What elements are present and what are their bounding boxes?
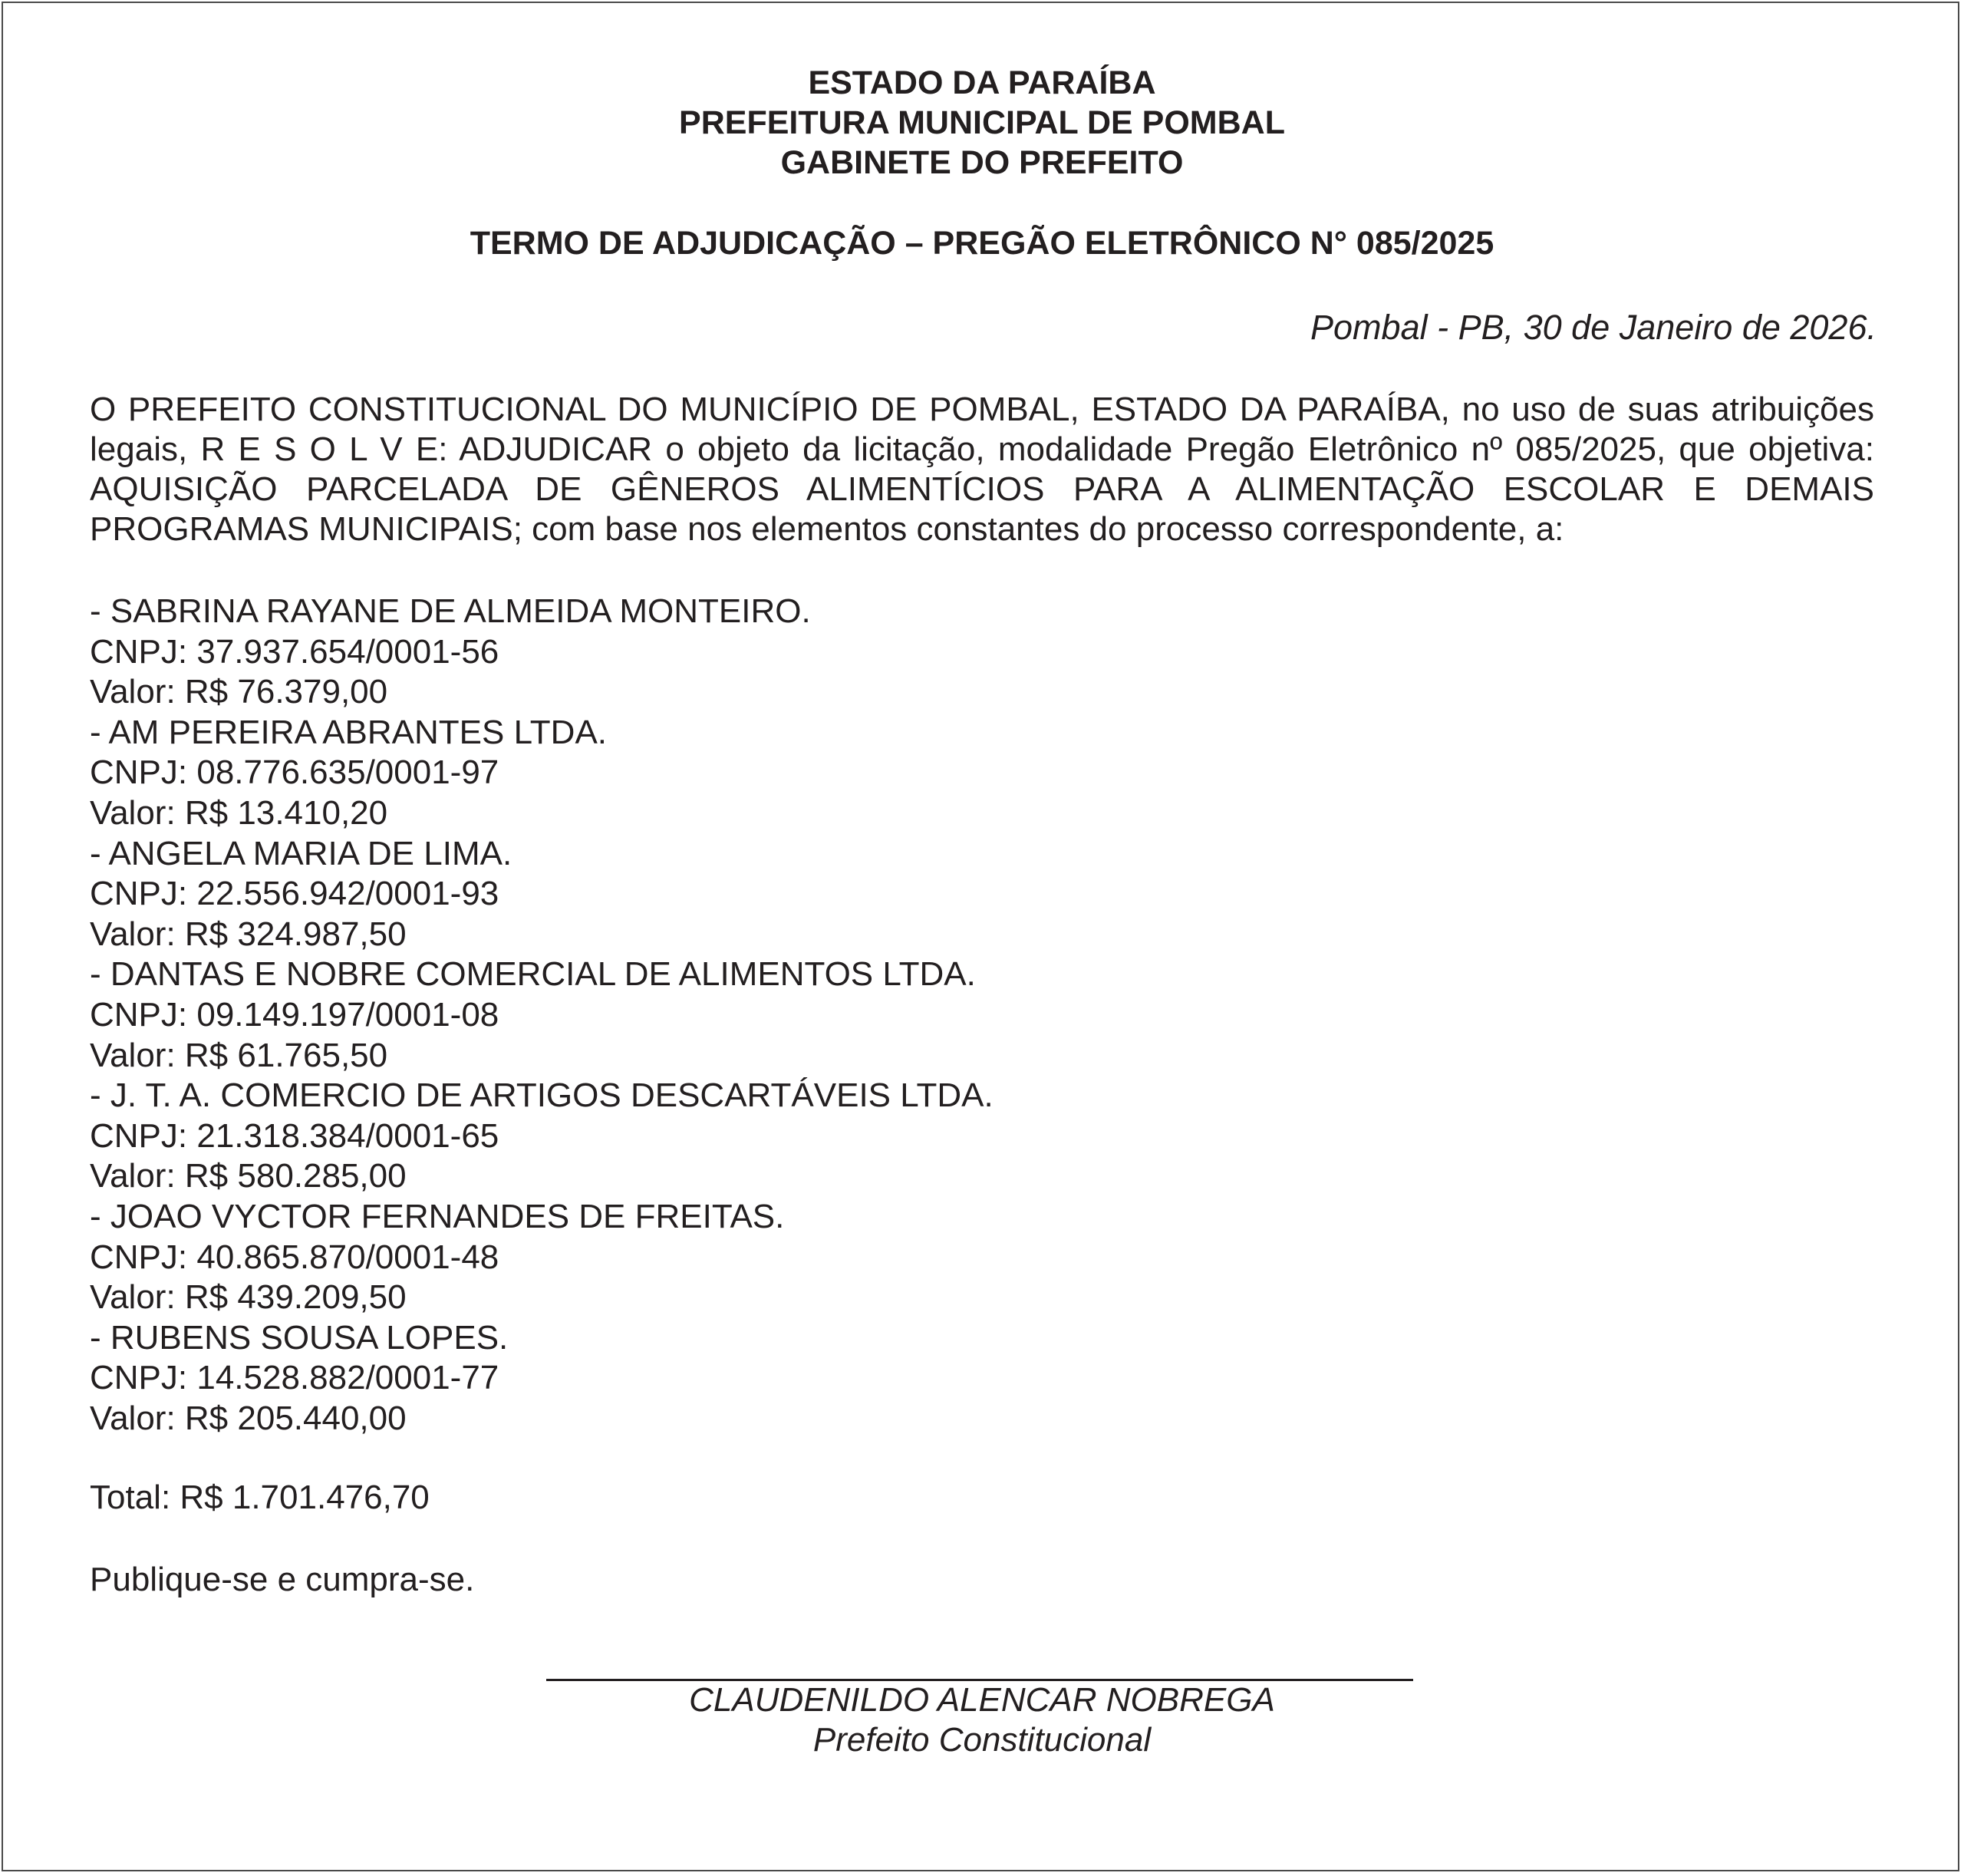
supplier-name: - DANTAS E NOBRE COMERCIAL DE ALIMENTOS LTDA. [90,955,976,994]
header-office: GABINETE DO PREFEITO [780,144,1184,181]
supplier-value: Valor: R$ 439.209,50 [90,1278,407,1317]
supplier-name: - RUBENS SOUSA LOPES. [90,1318,509,1357]
supplier-name: - ANGELA MARIA DE LIMA. [90,834,512,872]
document-header [0,63,1964,183]
signature-block [0,1680,1964,1760]
supplier-value: Valor: R$ 61.765,50 [90,1036,388,1074]
supplier-cnpj: CNPJ: 37.937.654/0001-56 [90,632,499,671]
closing-statement: Publique-se e cumpra-se. [90,1561,475,1598]
date-line: Pombal - PB, 30 de Janeiro de 2026. [1310,308,1877,347]
supplier-value: Valor: R$ 76.379,00 [90,673,388,711]
supplier-value: Valor: R$ 205.440,00 [90,1399,407,1437]
supplier-cnpj: CNPJ: 22.556.942/0001-93 [90,875,499,913]
supplier-value: Valor: R$ 580.285,00 [90,1157,407,1195]
signatory-role: Prefeito Constitucional [812,1721,1152,1759]
total-value: Total: R$ 1.701.476,70 [90,1479,430,1516]
supplier-name: - SABRINA RAYANE DE ALMEIDA MONTEIRO. [90,592,811,630]
supplier-cnpj: CNPJ: 08.776.635/0001-97 [90,753,499,792]
supplier-cnpj: CNPJ: 21.318.384/0001-65 [90,1116,499,1155]
supplier-list [90,592,994,1439]
header-state: ESTADO DA PARAÍBA [808,64,1156,101]
body-paragraph: O PREFEITO CONSTITUCIONAL DO MUNICÍPIO DE POMBAL, ESTADO DA PARAÍBA, no uso de suas atribuições legais, R E S O L V E: ADJUDICAR o objeto da licitação, modalidade Pregão Eletrônico nº 085/2025, que objetiva: AQUISIÇÃO PARCELADA DE GÊNEROS ALIMENTÍCIOS PARA A ALIMENTAÇÃO ESCOLAR E DEMAIS PROGRAMAS MUNICIPAIS; com base nos elementos constantes do processo correspondente, a: [90,391,1874,548]
header-prefecture: PREFEITURA MUNICIPAL DE POMBAL [679,104,1285,141]
supplier-value: Valor: R$ 324.987,50 [90,915,407,953]
supplier-cnpj: CNPJ: 09.149.197/0001-08 [90,995,499,1034]
supplier-cnpj: CNPJ: 40.865.870/0001-48 [90,1238,499,1276]
supplier-name: - AM PEREIRA ABRANTES LTDA. [90,713,608,751]
supplier-name: - JOAO VYCTOR FERNANDES DE FREITAS. [90,1197,785,1235]
signatory-name: CLAUDENILDO ALENCAR NOBREGA [689,1681,1275,1719]
document-title: TERMO DE ADJUDICAÇÃO – PREGÃO ELETRÔNICO N° 085/2025 [470,225,1494,262]
supplier-cnpj: CNPJ: 14.528.882/0001-77 [90,1359,499,1397]
supplier-value: Valor: R$ 13.410,20 [90,793,388,832]
supplier-name: - J. T. A. COMERCIO DE ARTIGOS DESCARTÁVEIS LTDA. [90,1076,994,1115]
